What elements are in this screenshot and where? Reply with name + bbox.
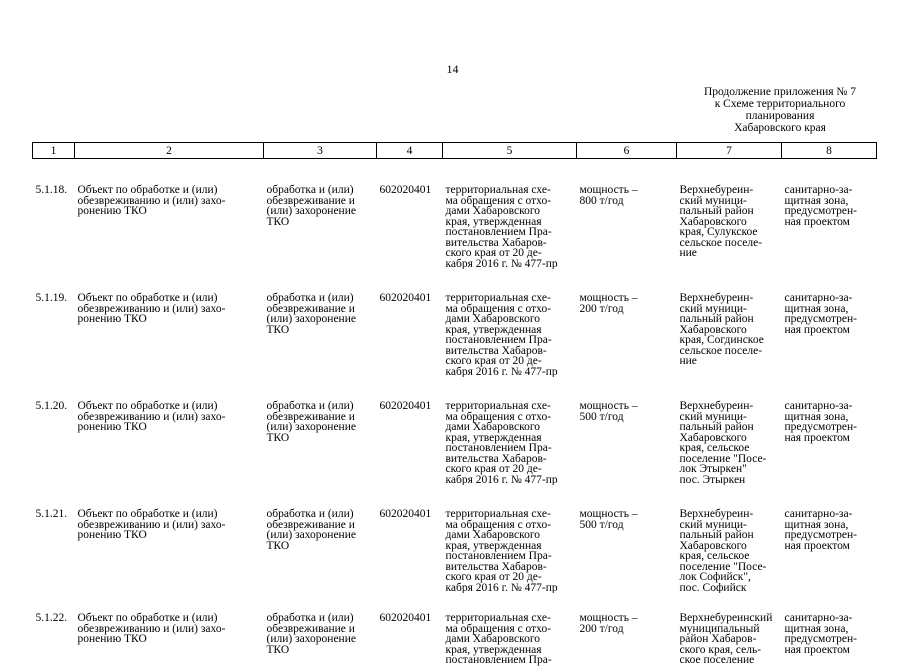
object-code: 602020401 bbox=[379, 508, 432, 520]
appendix-line: планирования bbox=[745, 110, 815, 122]
object-capacity: мощность – 800 т/год bbox=[579, 184, 638, 207]
object-name: Объект по обработке и (или) обезвреживанию и (или) захо- ронению ТКО bbox=[77, 508, 226, 541]
row-number: 5.1.21. bbox=[35, 508, 68, 520]
object-basis: территориальная схе- ма обращения с отхо- дами Хабаровского края, утвержденная постановлением Пра- вительства Хабаров- ского края от 20 де- кабря 2016 г. № 477-пр bbox=[445, 292, 558, 377]
object-purpose: обработка и (или) обезвреживание и (или) захоронение ТКО bbox=[266, 508, 356, 552]
appendix-caption bbox=[690, 86, 870, 134]
appendix-line: Хабаровского края bbox=[734, 122, 826, 134]
table-row bbox=[33, 269, 877, 377]
object-basis: территориальная схе- ма обращения с отхо- дами Хабаровского края, утвержденная постановлением Пра- вительства Хабаров- ского края от 20 де- кабря 2016 г. № 477-пр bbox=[445, 400, 558, 485]
object-code: 602020401 bbox=[379, 612, 432, 624]
table-row bbox=[33, 377, 877, 485]
page-number: 14 bbox=[446, 62, 459, 76]
object-purpose: обработка и (или) обезвреживание и (или) захоронение ТКО bbox=[266, 400, 356, 444]
table-row bbox=[33, 159, 877, 270]
column-header: 7 bbox=[677, 143, 782, 159]
object-name: Объект по обработке и (или) обезвреживанию и (или) захо- ронению ТКО bbox=[77, 292, 226, 325]
column-header: 6 bbox=[577, 143, 677, 159]
object-purpose: обработка и (или) обезвреживание и (или) захоронение ТКО bbox=[266, 612, 356, 656]
object-location: Верхнебуреин- ский муници- пальный район Хабаровского края, сельское поселение "Посе- лок Софийск", пос. Софийск bbox=[679, 508, 767, 593]
object-basis: территориальная схе- ма обращения с отхо- дами Хабаровского края, утвержденная постановлением Пра- вительства Хабаров- ского края от 20 де- кабря 2016 г. № 477-пр bbox=[445, 184, 558, 269]
object-name: Объект по обработке и (или) обезвреживанию и (или) захо- ронению ТКО bbox=[77, 612, 226, 645]
object-basis: территориальная схе- ма обращения с отхо- дами Хабаровского края, утвержденная постановлением Пра- вительства Хабаров- ского края от 20 де- кабря 2016 г. № 477-пр bbox=[445, 508, 558, 593]
column-header: 5 bbox=[443, 143, 577, 159]
object-zone: санитарно-за- щитная зона, предусмотрен- ная проектом bbox=[784, 612, 857, 656]
object-zone: санитарно-за- щитная зона, предусмотрен- ная проектом bbox=[784, 292, 857, 336]
object-zone: санитарно-за- щитная зона, предусмотрен- ная проектом bbox=[784, 400, 857, 444]
object-location: Верхнебуреин- ский муници- пальный район Хабаровского края, сельское поселение "Посе- лок Этыркен" пос. Этыркен bbox=[679, 400, 767, 485]
object-zone: санитарно-за- щитная зона, предусмотрен- ная проектом bbox=[784, 508, 857, 552]
column-header: 4 bbox=[377, 143, 443, 159]
table-row bbox=[33, 485, 877, 593]
object-location: Верхнебуреин- ский муници- пальный район Хабаровского края, Сулукское сельское поселе- ние bbox=[679, 184, 763, 259]
row-number: 5.1.18. bbox=[35, 184, 68, 196]
object-code: 602020401 bbox=[379, 400, 432, 412]
column-header: 1 bbox=[33, 143, 75, 159]
object-purpose: обработка и (или) обезвреживание и (или) захоронение ТКО bbox=[266, 292, 356, 336]
object-name: Объект по обработке и (или) обезвреживанию и (или) захо- ронению ТКО bbox=[77, 184, 226, 217]
object-capacity: мощность – 200 т/год bbox=[579, 292, 638, 315]
table-row bbox=[33, 593, 877, 666]
column-header: 3 bbox=[264, 143, 377, 159]
object-capacity: мощность – 200 т/год bbox=[579, 612, 638, 635]
object-basis: территориальная схе- ма обращения с отхо- дами Хабаровского края, утвержденная постановлением Пра- bbox=[445, 612, 552, 666]
objects-table bbox=[32, 142, 877, 666]
object-capacity: мощность – 500 т/год bbox=[579, 508, 638, 531]
appendix-line: Продолжение приложения № 7 bbox=[703, 86, 857, 98]
object-location: Верхнебуреин- ский муници- пальный район Хабаровского края, Согдинское сельское поселе- ние bbox=[679, 292, 764, 367]
object-zone: санитарно-за- щитная зона, предусмотрен- ная проектом bbox=[784, 184, 857, 228]
row-number: 5.1.20. bbox=[35, 400, 68, 412]
row-number: 5.1.19. bbox=[35, 292, 68, 304]
object-name: Объект по обработке и (или) обезвреживанию и (или) захо- ронению ТКО bbox=[77, 400, 226, 433]
object-purpose: обработка и (или) обезвреживание и (или) захоронение ТКО bbox=[266, 184, 356, 228]
column-header: 8 bbox=[782, 143, 877, 159]
object-location: Верхнебуреинский муниципальный район Хабаров- ского края, сель- ское поселение bbox=[679, 612, 773, 666]
object-code: 602020401 bbox=[379, 184, 432, 196]
object-code: 602020401 bbox=[379, 292, 432, 304]
object-capacity: мощность – 500 т/год bbox=[579, 400, 638, 423]
row-number: 5.1.22. bbox=[35, 612, 68, 624]
appendix-line: к Схеме территориального bbox=[714, 98, 846, 110]
column-header: 2 bbox=[75, 143, 264, 159]
header-row bbox=[33, 143, 877, 159]
